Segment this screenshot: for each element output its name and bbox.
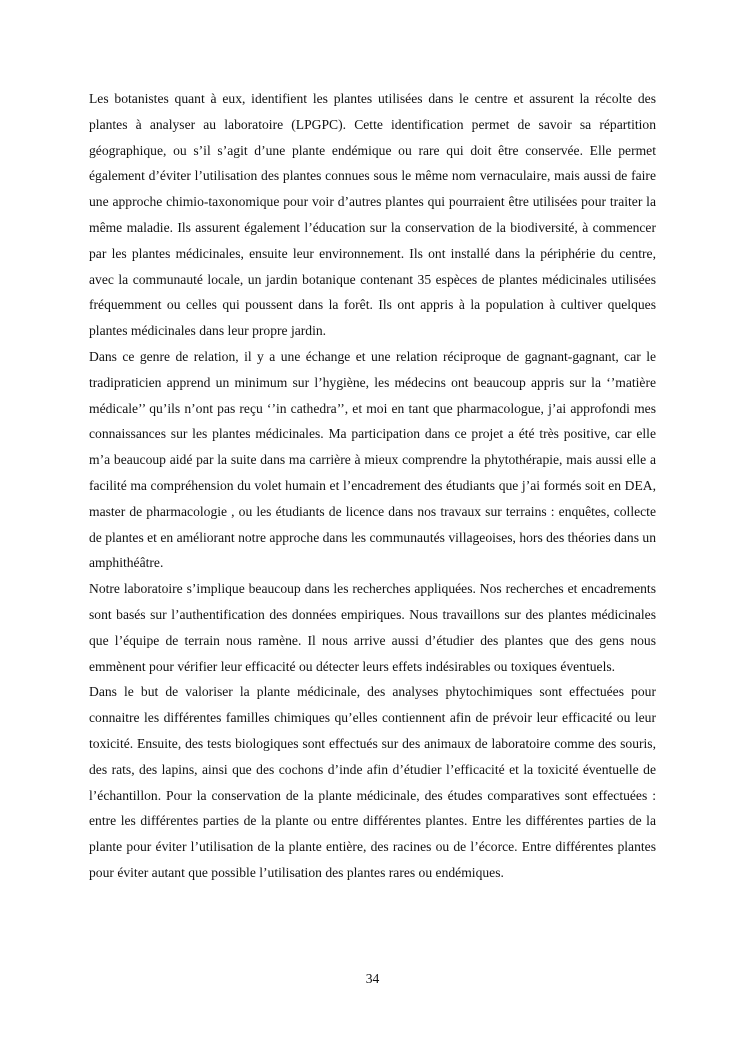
paragraph-relationship: Dans ce genre de relation, il y a une échange et une relation réciproque de gagnant-gagnant, car le tradipraticien apprend un minimum sur l’hygiène, les médecins ont beaucoup appris sur la ‘’matière médicale’’ qu’ils n’ont pas reçu ‘’in cathedra’’, et moi en tant que pharmacologue, j’ai approfondi mes connaissances sur les plantes médicinales. Ma participation dans ce projet a été très positive, car elle m’a beaucoup aidé par la suite dans ma carrière à mieux comprendre la phytothérapie, mais aussi elle a facilité ma compréhension du volet humain et l’encadrement des étudiants que j’ai formés soit en DEA, master de pharmacologie , ou les étudiants de licence dans nos travaux sur terrains : enquêtes, collecte de plantes et en améliorant notre approche dans les communautés villageoises, hors des théories dans un amphithéâtre.: [89, 348, 656, 571]
paragraph-valorisation: Dans le but de valoriser la plante médicinale, des analyses phytochimiques sont effectuées pour connaitre les différentes familles chimiques qu’elles contiennent afin de prévoir leur efficacité ou leur toxicité. Ensuite, des tests biologiques sont effectués sur des animaux de laboratoire comme des souris, des rats, des lapins, ainsi que des cochons d’inde afin d’étudier l’efficacité et la toxicité éventuelle de l’échantillon. Pour la conservation de la plante médicinale, des études comparatives sont effectuées : entre les différentes parties de la plante ou entre différentes plantes. Entre les différentes parties de la plante pour éviter l’utilisation de la plante entière, des racines ou de l’écorce. Entre différentes plantes pour éviter autant que possible l’utilisation des plantes rares ou endémiques.: [89, 684, 656, 880]
paragraph-laboratory: Notre laboratoire s’implique beaucoup dans les recherches appliquées. Nos recherches et encadrements sont basés sur l’authentification des données empiriques. Nous travaillons sur des plantes médicinales que l’équipe de terrain nous ramène. Il nous arrive aussi d’étudier des plantes que des gens nous emmènent pour vérifier leur efficacité ou détecter leurs effets indésirables ou toxiques éventuels.: [89, 581, 656, 674]
paragraph-botanists: Les botanistes quant à eux, identifient les plantes utilisées dans le centre et assurent la récolte des plantes à analyser au laboratoire (LPGPC). Cette identification permet de savoir sa répartition géographique, ou s’il s’agit d’une plante endémique ou rare qui doit être conservée. Elle permet également d’éviter l’utilisation des plantes connues sous le même nom vernaculaire, mais aussi de faire une approche chimio-taxonomique pour voir d’autres plantes qui pourraient être utilisées pour traiter la même maladie. Ils assurent également l’éducation sur la conservation de la biodiversité, à commencer par les plantes médicinales, ensuite leur environnement. Ils ont installé dans la périphérie du centre, avec la communauté locale, un jardin botanique contenant 35 espèces de plantes médicinales utilisées fréquemment ou celles qui poussent dans la forêt. Ils ont appris à la population à cultiver quelques plantes médicinales dans leur propre jardin.: [89, 91, 656, 339]
document-body: [89, 86, 656, 886]
page-number: 34: [365, 971, 380, 986]
